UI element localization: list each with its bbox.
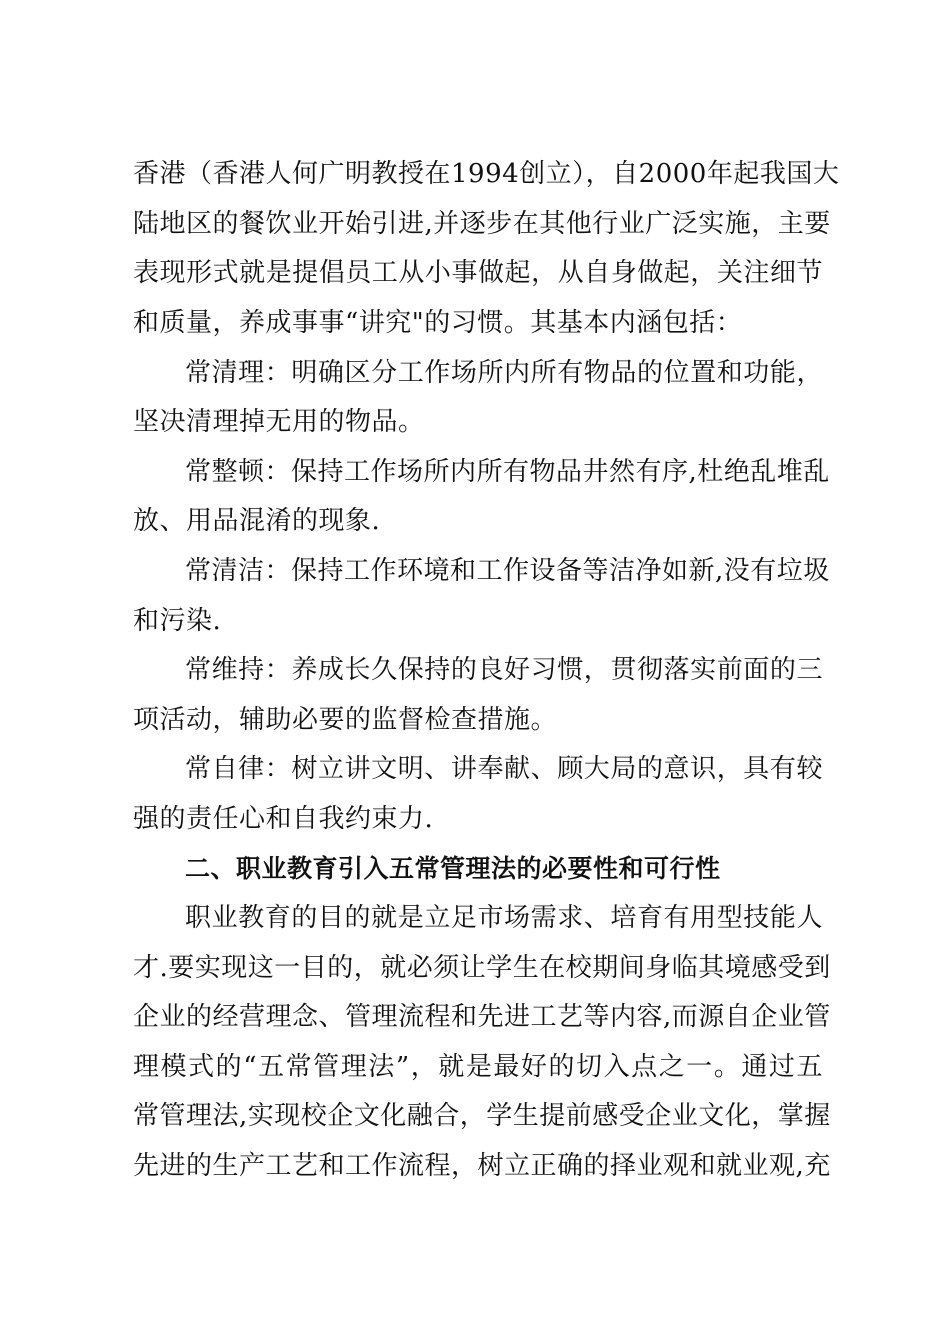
- paragraph-line: 陆地区的餐饮业开始引进,并逐步在其他行业广泛实施，主要: [133, 209, 831, 239]
- paragraph-line: 先进的生产工艺和工作流程，树立正确的择业观和就业观,充: [133, 1151, 831, 1181]
- paragraph-line: 常自律：树立讲文明、讲奉献、顾大局的意识，具有较: [185, 754, 823, 784]
- paragraph-line: 职业教育的目的就是立足市场需求、培育有用型技能人: [185, 903, 823, 933]
- paragraph-line: 理模式的“五常管理法”，就是最好的切入点之一。通过五: [133, 1052, 823, 1082]
- paragraph-line: 强的责任心和自我约束力.: [133, 804, 434, 834]
- paragraph-line: 企业的经营理念、管理流程和先进工艺等内容,而源自企业管: [133, 1002, 831, 1032]
- paragraph-line: 常整顿：保持工作场所内所有物品井然有序,杜绝乱堆乱: [185, 457, 830, 487]
- paragraph-line: 常管理法,实现校企文化融合，学生提前感受企业文化，掌握: [133, 1101, 831, 1131]
- paragraph-line: 才.要实现这一目的，就必须让学生在校期间身临其境感受到: [133, 953, 831, 983]
- paragraph-line: 放、用品混淆的现象.: [133, 506, 381, 536]
- paragraph-line: 项活动，辅助必要的监督检查措施。: [133, 705, 558, 735]
- paragraph-line: 香港（香港人何广明教授在1994创立），自2000年起我国大: [133, 159, 840, 189]
- paragraph-line: 坚决清理掉无用的物品。: [133, 407, 425, 437]
- paragraph-line: 表现形式就是提倡员工从小事做起，从自身做起，关注细节: [133, 258, 823, 288]
- paragraph-line: 和质量，养成事事“讲究"的习惯。其基本内涵包括：: [133, 308, 743, 338]
- paragraph-line: 常清洁：保持工作环境和工作设备等洁净如新,没有垃圾: [185, 556, 830, 586]
- paragraph-line: 常维持：养成长久保持的良好习惯，贯彻落实前面的三: [185, 655, 823, 685]
- paragraph-line: 常清理：明确区分工作场所内所有物品的位置和功能，: [185, 358, 823, 388]
- paragraph-line: 和污染.: [133, 606, 222, 636]
- section-heading: 二、职业教育引入五常管理法的必要性和可行性: [185, 854, 721, 883]
